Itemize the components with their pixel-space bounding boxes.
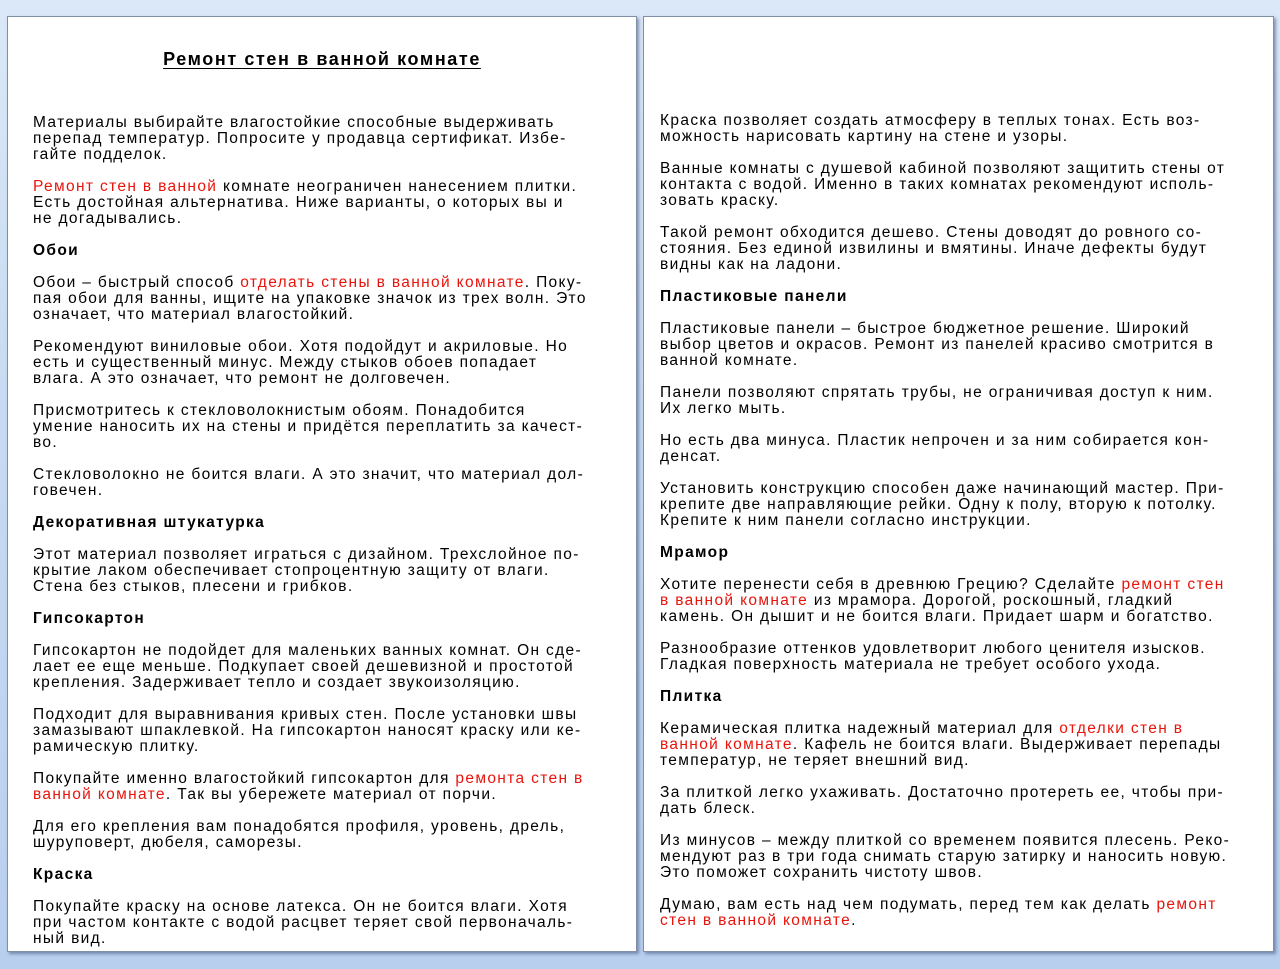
paragraph-kraska-3: Ванные комнаты с душевой кабиной позволяют защитить стены от контакта с водой. Именно в таких комнатах рекомендуют исполь- зовать краску. [660, 160, 1226, 209]
paragraph-kraska-1: Покупайте краску на основе латекса. Он не боится влаги. Хотя при частом контакте с водой расцвет теряет свой первоначаль- ный вид. [33, 898, 574, 947]
section-heading-plitka: Плитка [660, 688, 723, 705]
paragraph-gipsokarton-3: Покупайте именно влагостойкий гипсокартон для ремонта стен в ванной комнате. Так вы убережете материал от порчи. [33, 770, 584, 803]
tile-finish-link[interactable]: отделки стен в [1059, 720, 1184, 737]
wall-repair-link-cont[interactable]: ванной комнате [33, 786, 166, 803]
paragraph-oboi-4: Стекловолокно не боится влаги. А это значит, что материал дол- говечен. [33, 466, 585, 499]
page-title: Ремонт стен в ванной комнате [163, 49, 481, 69]
paragraph-mramor-2: Разнообразие оттенков удовлетворит любого ценителя изысков. Гладкая поверхность материала не требует особого ухода. [660, 640, 1206, 673]
paragraph-kraska-2: Краска позволяет создать атмосферу в теплых тонах. Есть воз- можность нарисовать картину на стене и узоры. [660, 112, 1201, 145]
paragraph-plitka-1: Керамическая плитка надежный материал для отделки стен в ванной комнате. Кафель не боится влаги. Выдерживает перепады температур, не теряет внешний вид. [660, 720, 1222, 769]
section-heading-shtukaturka: Декоративная штукатурка [33, 514, 266, 531]
paragraph-gipsokarton-4: Для его крепления вам понадобятся профиля, уровень, дрель, шуруповерт, дюбеля, саморезы. [33, 818, 566, 851]
paragraph-shtukaturka-1: Этот материал позволяет играться с дизайном. Трехслойное по- крытие лаком обеспечивает стопроцентную защиту от влаги. Стена без стыков, плесени и грибков. [33, 546, 580, 595]
paragraph-paneli-3: Но есть два минуса. Пластик непрочен и за ним собирается кон- денсат. [660, 432, 1210, 465]
paragraph-oboi-3: Присмотритесь к стекловолокнистым обоям. Понадобится умение наносить их на стены и придётся переплатить за качест- во. [33, 402, 584, 451]
paragraph-plitka-4: Думаю, вам есть над чем подумать, перед тем как делать ремонт стен в ванной комнате. [660, 896, 1217, 929]
section-heading-oboi: Обои [33, 242, 80, 259]
section-heading-gipsokarton: Гипсокартон [33, 610, 146, 627]
document-page-right [643, 16, 1274, 952]
paragraph-intro-1: Материалы выбирайте влагостойкие способные выдерживать перепад температур. Попросите у продавца сертификат. Избе- гайте подделок. [33, 114, 567, 163]
section-heading-kraska: Краска [33, 866, 94, 883]
marble-repair-link-cont[interactable]: в ванной комнате [660, 592, 809, 609]
paragraph-plitka-3: Из минусов – между плиткой со временем появится плесень. Реко- мендуют раз в три года снимать старую затирку и наносить новую. Это поможет сохранить чистоту швов. [660, 832, 1231, 881]
paragraph-paneli-4: Установить конструкцию способен даже начинающий мастер. При- крепите две направляющие рейки. Одну к полу, вторую к потолку. Крепите к ним панели согласно инструкции. [660, 480, 1225, 529]
section-heading-paneli: Пластиковые панели [660, 288, 848, 305]
paragraph-oboi-1: Обои – быстрый способ отделать стены в ванной комнате. Поку- пая обои для ванны, ищите на упаковке значок из трех волн. Это означает, что материал влагостойкий. [33, 274, 587, 323]
document-page-left [7, 16, 637, 952]
paragraph-paneli-1: Пластиковые панели – быстрое бюджетное решение. Широкий выбор цветов и окрасов. Ремонт из панелей красиво смотрится в ванной комнате. [660, 320, 1215, 369]
text-column-right [660, 113, 1266, 945]
wall-repair-link[interactable]: ремонта стен в [455, 770, 584, 787]
text-column-left [33, 115, 633, 952]
paragraph-gipsokarton-2: Подходит для выравнивания кривых стен. После установки швы замазывают шпаклевкой. На гипсокартон наносят краску или ке- рамическую плитку. [33, 706, 582, 755]
paragraph-plitka-2: За плиткой легко ухаживать. Достаточно протереть ее, чтобы при- дать блеск. [660, 784, 1225, 817]
final-repair-link-cont[interactable]: стен в ванной комнате [660, 912, 852, 929]
paragraph-intro-2: Ремонт стен в ванной комнате неограничен нанесением плитки. Есть достойная альтернатива. Ниже варианты, о которых вы и не догадывались. [33, 178, 578, 227]
marble-repair-link[interactable]: ремонт стен [1121, 576, 1225, 593]
paragraph-oboi-2: Рекомендуют виниловые обои. Хотя подойдут и акриловые. Но есть и существенный минус. Между стыков обоев попадает влага. А это означает, что ремонт не долговечен. [33, 338, 569, 387]
paragraph-mramor-1: Хотите перенести себя в древнюю Грецию? Сделайте ремонт стен в ванной комнате из мрамора. Дорогой, роскошный, гладкий камень. Он дышит и не боится влаги. Придает шарм и богатство. [660, 576, 1225, 625]
section-heading-mramor: Мрамор [660, 544, 730, 561]
paragraph-gipsokarton-1: Гипсокартон не подойдет для маленьких ванных комнат. Он сде- лает ее еще меньше. Подкупает своей дешевизной и простотой крепления. Задерживает тепло и создает звукоизоляцию. [33, 642, 583, 691]
repair-walls-link[interactable]: Ремонт стен в ванной [33, 178, 218, 195]
tile-finish-link-cont[interactable]: ванной комнате [660, 736, 793, 753]
finish-walls-link[interactable]: отделать стены в ванной комнате [240, 274, 525, 291]
final-repair-link[interactable]: ремонт [1156, 896, 1217, 913]
paragraph-paneli-2: Панели позволяют спрятать трубы, не ограничивая доступ к ним. Их легко мыть. [660, 384, 1214, 417]
paragraph-kraska-4: Такой ремонт обходится дешево. Стены доводят до ровного со- стояния. Без единой извилины и вмятины. Иначе дефекты будут видны как на ладони. [660, 224, 1208, 273]
